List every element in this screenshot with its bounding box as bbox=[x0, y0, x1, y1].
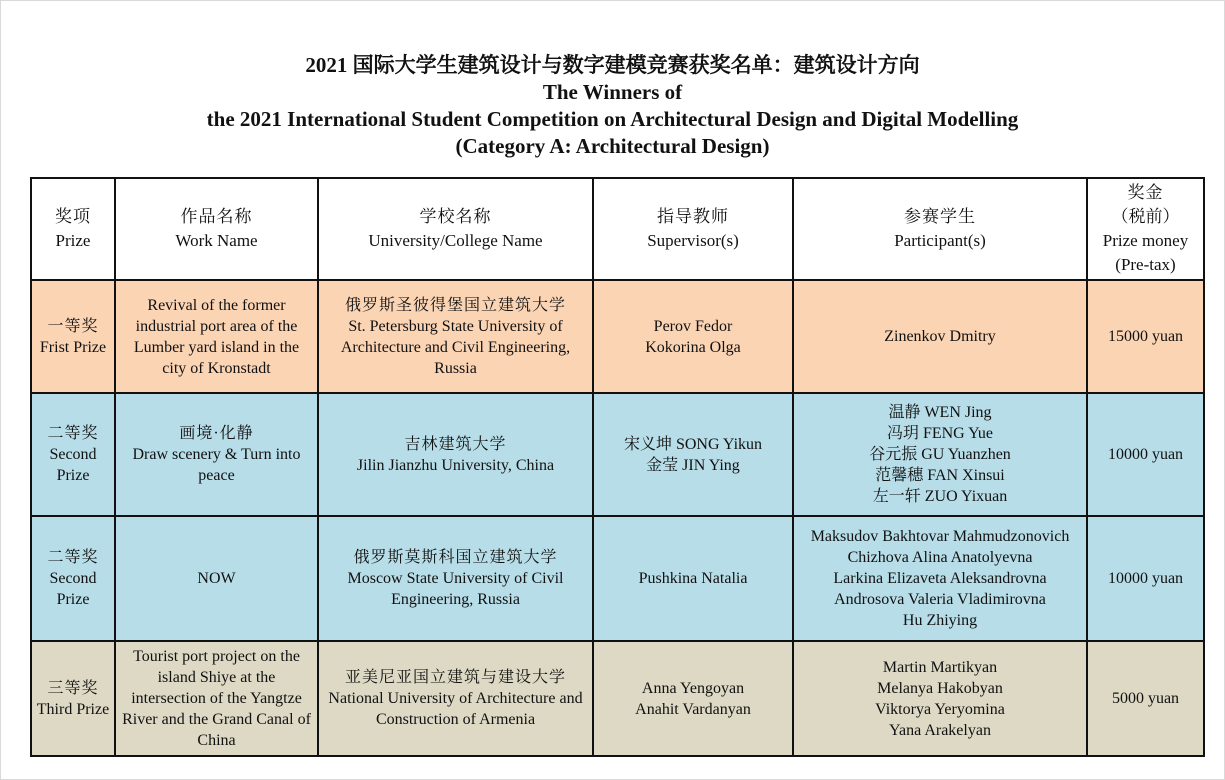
title-english-line-1: The Winners of bbox=[542, 80, 683, 104]
header-prize-money: 奖金 （税前） Prize money (Pre-tax) bbox=[1087, 178, 1204, 280]
document-title bbox=[0, 52, 1225, 160]
title-english-line-2: the 2021 International Student Competition on Architectural Design and Digital Modelling bbox=[206, 107, 1019, 131]
prize-money-cell: 10000 yuan bbox=[1087, 516, 1204, 641]
prize-money-cell: 15000 yuan bbox=[1087, 280, 1204, 393]
title-chinese: 2021 国际大学生建筑设计与数字建模竞赛获奖名单：建筑设计方向 bbox=[305, 53, 920, 77]
participant-cell: Maksudov Bakhtovar Mahmudzonovich Chizhova Alina Anatolyevna Larkina Elizaveta Aleksandrovna Androsova Valeria Vladimirovna Hu Zhiying bbox=[793, 516, 1087, 641]
university-cell: 俄罗斯圣彼得堡国立建筑大学 St. Petersburg State University of Architecture and Civil Engineering, Russia bbox=[318, 280, 593, 393]
prize-money-cell: 5000 yuan bbox=[1087, 641, 1204, 756]
work-name-cell: Tourist port project on the island Shiye at the intersection of the Yangtze River and the Grand Canal of China bbox=[115, 641, 318, 756]
prize-cell: 一等奖 Frist Prize bbox=[31, 280, 115, 393]
work-name-cell: 画境·化静 Draw scenery & Turn into peace bbox=[115, 393, 318, 516]
header-work-name: 作品名称 Work Name bbox=[115, 178, 318, 280]
title-category: (Category A: Architectural Design) bbox=[455, 134, 770, 158]
prize-cell: 三等奖 Third Prize bbox=[31, 641, 115, 756]
header-supervisor: 指导教师 Supervisor(s) bbox=[593, 178, 793, 280]
table-row bbox=[31, 641, 1204, 756]
participant-cell: Martin Martikyan Melanya Hakobyan Viktorya Yeryomina Yana Arakelyan bbox=[793, 641, 1087, 756]
participant-cell: 温静 WEN Jing 冯玥 FENG Yue 谷元振 GU Yuanzhen 范馨穗 FAN Xinsui 左一轩 ZUO Yixuan bbox=[793, 393, 1087, 516]
participant-cell: Zinenkov Dmitry bbox=[793, 280, 1087, 393]
header-university: 学校名称 University/College Name bbox=[318, 178, 593, 280]
university-cell: 俄罗斯莫斯科国立建筑大学 Moscow State University of Civil Engineering, Russia bbox=[318, 516, 593, 641]
table-row bbox=[31, 516, 1204, 641]
supervisor-cell: Perov Fedor Kokorina Olga bbox=[593, 280, 793, 393]
work-name-cell: Revival of the former industrial port area of the Lumber yard island in the city of Kronstadt bbox=[115, 280, 318, 393]
supervisor-cell: Anna Yengoyan Anahit Vardanyan bbox=[593, 641, 793, 756]
header-participant: 参赛学生 Participant(s) bbox=[793, 178, 1087, 280]
work-name-cell: NOW bbox=[115, 516, 318, 641]
header-prize: 奖项 Prize bbox=[31, 178, 115, 280]
university-cell: 亚美尼亚国立建筑与建设大学 National University of Architecture and Construction of Armenia bbox=[318, 641, 593, 756]
prize-cell: 二等奖 Second Prize bbox=[31, 393, 115, 516]
winners-table bbox=[30, 177, 1205, 757]
prize-cell: 二等奖 Second Prize bbox=[31, 516, 115, 641]
prize-money-cell: 10000 yuan bbox=[1087, 393, 1204, 516]
supervisor-cell: 宋义坤 SONG Yikun 金莹 JIN Ying bbox=[593, 393, 793, 516]
supervisor-cell: Pushkina Natalia bbox=[593, 516, 793, 641]
table-header-row bbox=[31, 178, 1204, 280]
table-row bbox=[31, 393, 1204, 516]
table-row bbox=[31, 280, 1204, 393]
university-cell: 吉林建筑大学 Jilin Jianzhu University, China bbox=[318, 393, 593, 516]
